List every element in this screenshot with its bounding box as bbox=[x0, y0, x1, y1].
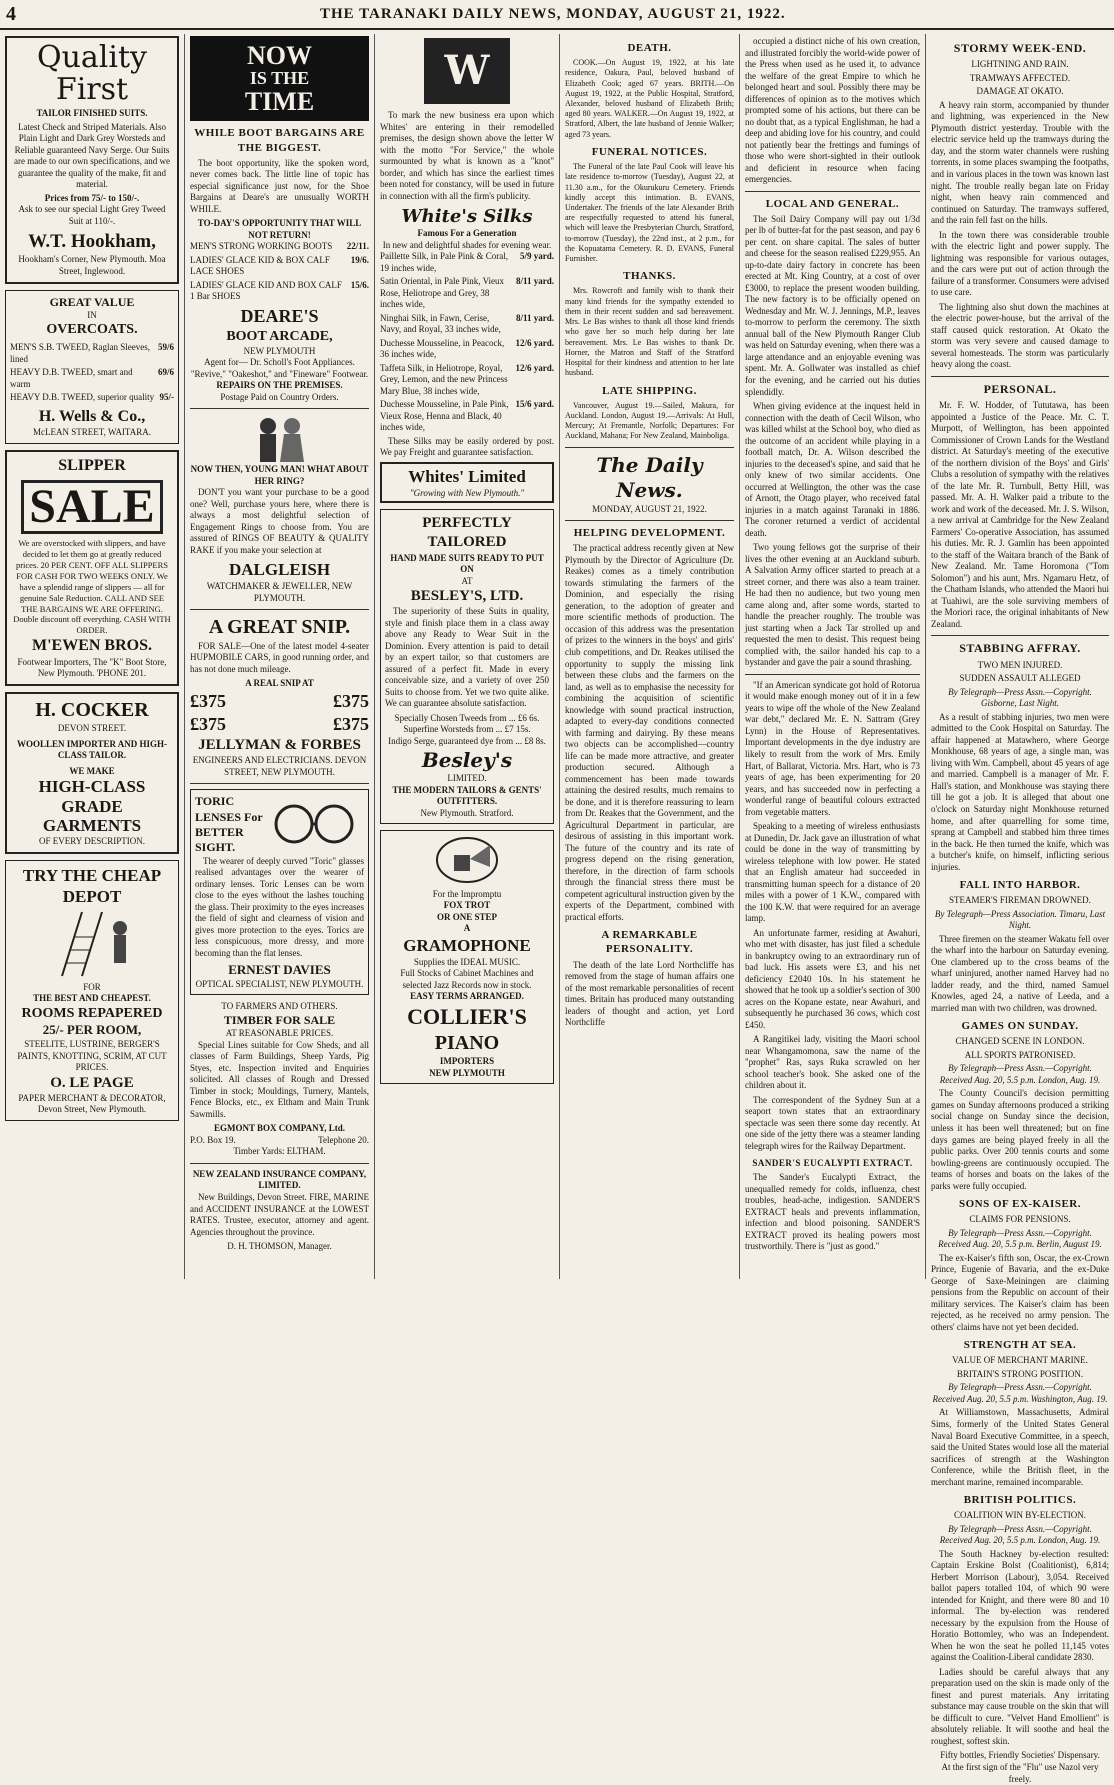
silk-item-price: 12/6 yard. bbox=[515, 362, 554, 373]
besley-firm-2: Besley's bbox=[421, 747, 513, 772]
harbour-sub: STEAMER'S FIREMAN DROWNED. bbox=[949, 895, 1091, 906]
overcoat-price: 69/6 bbox=[157, 367, 174, 378]
storm-sub-3: DAMAGE AT OKATO. bbox=[976, 86, 1064, 97]
depot-tag: THE BEST AND CHEAPEST. bbox=[33, 993, 151, 1004]
besley-at: AT bbox=[461, 575, 473, 586]
besley-address: New Plymouth. Stratford. bbox=[420, 807, 514, 818]
silk-item-label: Taffeta Silk, in Heliotrope, Royal, Grey, Lemon, and the new Princess Mary Blue, 38 inches wide, bbox=[380, 362, 508, 396]
boot-bargain-price: 19/6. bbox=[350, 254, 369, 265]
thanks-heading: THANKS. bbox=[623, 270, 676, 283]
boot-bargain-row bbox=[190, 280, 369, 303]
column-6 bbox=[926, 34, 1114, 1784]
kaiser-sub: CLAIMS FOR PENSIONS. bbox=[969, 1214, 1071, 1225]
whites-motto: "Growing with New Plymouth." bbox=[409, 487, 525, 498]
cocker-ad bbox=[5, 692, 179, 854]
gramophone-piano: PIANO bbox=[434, 1031, 500, 1054]
gramophone-intro: For the Impromptu bbox=[432, 888, 502, 899]
depot-address: Devon Street, New Plymouth. bbox=[37, 1104, 147, 1115]
whites-closing: These Silks may be easily ordered by post. We pay Freight and guarantee satisfaction. bbox=[380, 435, 554, 458]
timber-body: Special Lines suitable for Cow Sheds, and all classes of Farm Buildings, Sheep Yards, Pig Styes, etc. Inspection invited and Enquiries solicited. All classes of Rough and Dressed Timber in stock; Mouldings, Turnery, Mantels, Fence Blocks, etc., ex Eltham and Main Trunk Sawmills. bbox=[190, 1039, 369, 1119]
shipping-heading: LATE SHIPPING. bbox=[602, 384, 697, 397]
storm-sub-2: TRAMWAYS AFFECTED. bbox=[969, 72, 1071, 83]
overcoat-label: HEAVY D.B. TWEED, superior quality bbox=[10, 392, 155, 403]
cocker-make: WE MAKE bbox=[69, 765, 115, 776]
stabbing-body: As a result of stabbing injuries, two men were admitted to the Cook Hospital on Saturday. The affair happened at Matawhero, where George Monkhouse, 68 years of age, a single man, was living with Wm. Campbell, about 45 years of age and married. Campbell is a manager of Mr. F. Hall's station, and Monkhouse was staying there till he got a job. It is alleged that about one o'clock on Saturday night Monkhouse returned home, and after quarrelling for some time, sprang at Campbell and stabbed him three times in the back. He then turned the knife, which was a butcher's knife, on himself, inflicting serious injuries. bbox=[931, 711, 1109, 872]
timber-phone: Telephone 20. bbox=[318, 1134, 369, 1145]
northcliffe-continued: occupied a distinct niche of his own creation, and illustrated forcibly the world-wide power of the Press when used as he used it, to advance the welfare of the great Empire to which he belonged heart and soul. Possibly there may be differences of opinion as to the motives which prompted some of his actions, but there can be no doubt that, as a typical Englishman, he had a deep and abiding love for his country, and could not patiently bear the frettings and fumings of those who were short-sighted in their outlook and deficient in resource when facing emergencies. bbox=[745, 36, 920, 185]
whites-body: To mark the new business era upon which Whites' are entering in their remodelled premises, the design shown above the letter W with the motto "For Service," the whole surmounted by what is known as a "knot" border, and which has since the earliest times been noted for constancy, will be used in future in connection with all the firm's publicity. bbox=[380, 110, 554, 201]
farmer-story: An unfortunate farmer, residing at Awahuri, who met with disaster, has just filed a schedule in bankruptcy owing to an extraordinary run of bad luck. His assets were £3, and his net deficiency £2040 10s. In his statement he showed that he took up a soldier's section of 300 acres on the Kopane estate, near Awahuri, and subsequently he purchased 36 cows, which cost £450. bbox=[745, 927, 920, 1030]
sunday-dateline: By Telegraph—Press Assn.—Copyright. Received Aug. 20, 5.5 p.m. London, Aug. 19. bbox=[939, 1063, 1101, 1085]
leader-body: The practical address recently given at New Plymouth by the Director of Agriculture (Dr. Reakes) comes as a timely contribution towards stimulating the farmers of the Dominion, and especially the rising generation, to the adoption of greater and more scientific methods of production. The occasion of this address was the presentation of prizes to the winners in the boys' and girls' club competitions, and Dr. Reakes utilised the opportunity to supply the missing link between these clubs and the farmers on the land, as well as to emphasise the necessity for combining the acquisition of scientific knowledge with sound practical instruction, adapted to every-day conditions connected with farming and dairying. By these means two objects can be accomplished—country life can be made more attractive, and greater production secured. Although a commencement has been made towards attaining the desired results, much remains to be done, and it is therefore reassuring to learn from Dr. Reakes that the Government, and the Agricultural Department in particular, are desirous of assisting in this important work. The future of the country and its rate of progress depend on the rising generation, therefore, in the direction of farm schools through the financial stress there must be competent agricultural instruction given by the experts of the Department, combined with practical efforts. bbox=[565, 543, 734, 922]
strength-sub-1: VALUE OF MERCHANT MARINE. bbox=[952, 1355, 1088, 1366]
cocker-desc: OF EVERY DESCRIPTION. bbox=[39, 835, 145, 846]
slipper-ad bbox=[5, 450, 179, 686]
besley-line-1: PERFECTLY bbox=[422, 515, 512, 532]
gramophone-stocks: Full Stocks of Cabinet Machines and selected Jazz Records now in stock. bbox=[400, 968, 534, 990]
silk-item-label: Satin Oriental, in Pale Pink, Vieux Rose, Heliotrope and Grey, 38 inches wide, bbox=[380, 276, 505, 310]
strength-dateline: By Telegraph—Press Assn.—Copyright. Received Aug. 20, 5.5 p.m. Washington, Aug. 19. bbox=[932, 1382, 1108, 1404]
leader-heading: HELPING DEVELOPMENT. bbox=[573, 527, 726, 540]
local-general-heading: LOCAL AND GENERAL. bbox=[765, 197, 900, 210]
slipper-sale-banner: SALE bbox=[21, 480, 163, 534]
besley-firm: BESLEY'S, LTD. bbox=[410, 588, 524, 605]
now-banner bbox=[190, 36, 369, 121]
ring-firm: DALGLEISH bbox=[228, 560, 331, 580]
depot-for: FOR bbox=[83, 981, 101, 992]
timber-sub: AT REASONABLE PRICES. bbox=[225, 1028, 334, 1039]
overcoat-row bbox=[10, 392, 174, 404]
wells-ad bbox=[5, 290, 179, 444]
politics-heading: BRITISH POLITICS. bbox=[963, 1494, 1077, 1507]
cocker-street: DEVON STREET. bbox=[57, 723, 127, 734]
couple-illustration-icon bbox=[240, 414, 320, 464]
newspaper-title: THE TARANAKI DAILY NEWS, MONDAY, AUGUST 21, 1922. bbox=[320, 6, 786, 22]
wells-address: McLEAN STREET, WAITARA. bbox=[33, 427, 151, 438]
personal-heading: PERSONAL. bbox=[983, 381, 1057, 396]
hookham-firm: W.T. Hookham, bbox=[28, 231, 156, 253]
kaiser-heading: SONS OF EX-KAISER. bbox=[959, 1198, 1081, 1211]
whites-silks-intro: In new and delightful shades for evening wear. bbox=[382, 239, 552, 250]
depot-heading: TRY THE CHEAP DEPOT bbox=[22, 865, 162, 907]
overcoat-label: HEAVY D.B. TWEED, smart and warm bbox=[10, 367, 133, 389]
cocker-trade: WOOLLEN IMPORTER AND HIGH-CLASS TAILOR. bbox=[17, 738, 167, 761]
storm-heading: STORMY WEEK-END. bbox=[953, 41, 1087, 55]
column-2 bbox=[185, 34, 375, 1279]
rotorua-story: "If an American syndicate got hold of Rotorua it would make enough money out of it in a few years to wipe off the whole of the New Zealand war debt," declared Mr. E. N. Sattram (Grey Lynn) in the House of Representatives. Important developments in the dye industry are likely to result from the work of Mrs. Emily Hart, of Ballarat, Victoria. Mrs. Hart, who is 73 years of age, has been experimenting for 20 years, and has succeeded now in perfecting a wonderful range of beautiful colours extracted from vegetable matters. bbox=[745, 679, 920, 817]
funeral-body: The Funeral of the late Paul Cook will leave his late residence to-morrow (Tuesday), August 22, at 11.30 a.m., for the Okurukuru Cemetery. Friends kindly accept this intimation. B. EVANS, Undertaker. The friends of the late Alexander Brith are respectfully requested to attend his funeral, which will leave the Presbyterian Church, Stratford, to-morrow (Tuesday), the 22nd inst., at 2 p.m., for the Kopuatama Cemetery. R. D. EVANS, Funeral Furnisher. bbox=[565, 162, 734, 264]
silk-item-price: 8/11 yard. bbox=[515, 276, 554, 287]
depot-ad bbox=[5, 860, 179, 1121]
gramophone-firm: COLLIER'S bbox=[407, 1003, 527, 1029]
sunday-body: The County Council's decision permitting games on Sunday afternoons produced a striking social change on Sunday since the decision, unless it has been well threatened; but on fine days games are being played freely in all the public parks. Over 200 tennis courts and some bowling-greens are continuously occupied. The teams of horses and boats on the lakes of the parks were fully occupied. bbox=[931, 1088, 1109, 1191]
sunday-heading: GAMES ON SUNDAY. bbox=[961, 1020, 1079, 1033]
boot-bargain-price: 22/11. bbox=[346, 241, 369, 252]
hookham-ad bbox=[5, 36, 179, 284]
now-line-3: TIME bbox=[244, 87, 315, 117]
silk-item-label: Duchesse Mousseline, in Peacock, 36 inches wide, bbox=[380, 337, 505, 360]
snip-firm: JELLYMAN & FORBES bbox=[198, 736, 361, 753]
gramophone-ad bbox=[380, 830, 554, 1084]
deare-sub: TO-DAY'S OPPORTUNITY THAT WILL NOT RETURN! bbox=[197, 218, 362, 240]
overcoat-price: 95/- bbox=[159, 392, 174, 403]
hookham-body: Latest Check and Striped Materials. Also Plain Light and Dark Grey Worsteds and Reliable guaranteed Navy Serge. Our Suits are made to our own specifications, and we guarantee the quality of the make, fit and material. bbox=[14, 121, 170, 190]
silk-item-label: Ninghai Silk, in Fawn, Cerise, Navy, and Royal, 33 inches wide, bbox=[380, 312, 501, 335]
whites-silks-heading: White's Silks bbox=[401, 206, 533, 228]
insurance-body: New Buildings, Devon Street. FIRE, MARINE and ACCIDENT INSURANCE at the LOWEST RATES. Trustee, executor, attorney and agent. Agencies throughout the province. bbox=[190, 1191, 369, 1237]
strength-heading: STRENGTH AT SEA. bbox=[963, 1339, 1077, 1352]
eucalypt-heading: SANDER'S EUCALYPTI EXTRACT. bbox=[752, 1157, 913, 1168]
insurance-heading: NEW ZEALAND INSURANCE COMPANY, LIMITED. bbox=[192, 1168, 367, 1191]
hookham-title-2: First bbox=[55, 71, 129, 107]
besley-superfine: Superfine Worsteds from ... £7 15s. bbox=[403, 724, 531, 735]
silk-item-price: 15/6 yard. bbox=[515, 399, 554, 410]
besley-line-2: TAILORED bbox=[427, 534, 507, 551]
ring-trade: WATCHMAKER & JEWELLER, NEW PLYMOUTH. bbox=[206, 581, 353, 603]
stabbing-sub-1: TWO MEN INJURED. bbox=[977, 659, 1063, 670]
hookham-title-1: Quality bbox=[37, 40, 147, 75]
toric-body: The wearer of deeply curved "Toric" glasses realised advantages over the wearer of ordinary lenses. Toric Lenses can be worn close to the eyes without the lashes touching the glass. Their proximity to the eyes increases the field of sight and clearness of vision and gives more protection to the eyes. Torics are less conspicuous, more dressy, and more becoming than the flat lenses. bbox=[195, 855, 364, 958]
ring-heading: NOW THEN, YOUNG MAN! WHAT ABOUT HER RING? bbox=[190, 464, 369, 486]
boot-bargain-row bbox=[190, 255, 369, 278]
column-1 bbox=[0, 34, 185, 1279]
deare-firm: DEARE'S bbox=[240, 305, 319, 326]
hookham-special: Ask to see our special Light Grey Tweed Suit at 110/-. bbox=[18, 204, 166, 226]
snip-body: FOR SALE—One of the latest model 4-seater HUPMOBILE CARS, in good running order, and has not done much mileage. bbox=[190, 640, 369, 674]
strength-sub-2: BRITAIN'S STRONG POSITION. bbox=[956, 1368, 1084, 1379]
gramophone-line-2: OR ONE STEP bbox=[436, 911, 497, 922]
salvation-army-story: Two young fellows got the surprise of their lives the other evening at an Auckland suburb. A Salvation Army officer started to preach at a street corner, and there was also a team trainer. He had then no audience, but two young men came along and, after some words, started to handle the preacher roughly. The trouble was just starting when a Jack Tar strolled up and requested the men to desist. This request being complied with, the sailor handed his cap to a bystander and gave the pair a sound thrashing. bbox=[745, 542, 920, 668]
timber-contact-row bbox=[190, 1135, 369, 1147]
overcoat-row bbox=[10, 342, 174, 365]
deare-agents: Agent for— Dr. Scholl's Foot Appliances. "Revive," "Oakeshot," and "Fineware" Footwear. bbox=[190, 357, 369, 379]
eucalypt-body: The Sander's Eucalypti Extract, the unequalled remedy for colds, influenza, chest troubles, head-ache, indigestion. SANDER'S EXTRACT heals and prevents inflammation, infection and blood poisoning. SANDER'S EXTRACT proved its healing powers most trustworthily. There is "just as good." bbox=[745, 1172, 920, 1252]
canada-story: The correspondent of the Sydney Sun at a seaport town states that an extraordinary spectacle was seen there some day recently. At one side of the jetty there was a steamer landing telegraph wires for the Railway Department. bbox=[745, 1094, 920, 1151]
snip-price-right-2: £375 bbox=[333, 713, 369, 734]
besley-tweeds: Specially Chosen Tweeds from ... £6 6s. bbox=[394, 712, 540, 723]
deaths-body: COOK.—On August 19, 1922, at his late residence, Oakura, Paul, beloved husband of Elizabeth Cook; aged 67 years. BRITH.—On August 19, 1922, at the Public Hospital, Stratford, Alexander, beloved husband of Elizabeth Brith; aged 80 years. WALKER.—On August 19, 1922, at Stratford, Albert, the late husband of Jennie Walker; aged 73 years. bbox=[565, 58, 734, 139]
shipping-body: Vancouver, August 19.—Sailed, Makura, for Auckland. London, August 19.—Arrivals: At Hull, Mercury; At Fremantle, Norfolk; Departures: For Auckland, Mahana; For New Zealand, Mainboliga. bbox=[565, 400, 734, 441]
whites-items bbox=[380, 251, 554, 434]
hookham-tagline: TAILOR FINISHED SUITS. bbox=[36, 108, 148, 118]
boot-bargain-row bbox=[190, 241, 369, 253]
politics-body: The South Hackney by-election resulted: Captain Erskine Bolst (Coalitionist), 6,814; Herbert Morrison (Labour), 3,054. Received ballot papers totalled 104, of which 90 were intended for Knight, and there were 80 and 10 informal. The by-election was rendered necessary by the expulsion from the House of Horatio Bottomley, who was an Independent. When he won the seat he polled 11,145 votes against the Coalition-Liberal candidate 2830. bbox=[931, 1548, 1109, 1663]
toric-firm: ERNEST DAVIES bbox=[228, 962, 331, 978]
stabbing-dateline: By Telegraph—Press Assn.—Copyright. Gisborne, Last Night. bbox=[948, 686, 1092, 709]
wells-firm: H. Wells & Co., bbox=[38, 407, 146, 425]
page-number: 4 bbox=[6, 3, 16, 25]
wells-items bbox=[10, 342, 174, 404]
timber-yards: Timber Yards: ELTHAM. bbox=[233, 1146, 326, 1157]
snip-trade: ENGINEERS AND ELECTRICIANS. DEVON STREET, NEW PLYMOUTH. bbox=[192, 755, 367, 777]
besley-trade: THE MODERN TAILORS & GENTS' OUTFITTERS. bbox=[392, 784, 542, 807]
silk-item-label: Duchesse Mousseline, in Pale Pink, Vieux Rose, Henna and Black, 40 inches wide, bbox=[380, 399, 509, 433]
snip-price-right: £375 bbox=[333, 690, 369, 711]
stabbing-sub-2: SUDDEN ASSAULT ALLEGED bbox=[959, 673, 1081, 684]
harbour-body: Three firemen on the steamer Wakatu fell over the wharf into the harbour on Saturday evening. One clambered up to the cross beams of the wharf uninjured, another named Harvey had no ladder ready, and the third, named Samuel Knowles, aged 24, a native of Leeda, and a married man with two children, was drowned. bbox=[931, 933, 1109, 1013]
besley-line-3: HAND MADE SUITS READY TO PUT ON bbox=[390, 552, 544, 575]
slipper-address: Footwear Importers, The "K" Boot Store, New Plymouth. 'PHONE 201. bbox=[17, 656, 167, 679]
ladder-illustration-icon bbox=[32, 908, 152, 978]
deare-body: The boot opportunity, like the spoken word, never comes back. The little line of topic has especial significance just now, for the Shoe Bargains at Deare's are unusually WORTH WHILE. bbox=[190, 157, 369, 214]
storm-body-2: In the town there was considerable trouble with the electric light and power supply. The lightning was responsible for various outages, and the cars were put out of action through the failure of a transformer. Consumers were advised to use care. bbox=[931, 229, 1109, 298]
gramophone-terms: EASY TERMS ARRANGED. bbox=[410, 991, 524, 1002]
boot-bargain-label: MEN'S STRONG WORKING BOOTS bbox=[190, 241, 333, 252]
snip-price-left: £375 bbox=[190, 690, 226, 711]
hookham-address: Hookham's Corner, New Plymouth. Moa Street, Inglewood. bbox=[18, 254, 166, 276]
kaiser-dateline: By Telegraph—Press Assn.—Copyright. Received Aug. 20, 5.5 p.m. Berlin, August 19. bbox=[938, 1227, 1102, 1250]
timber-box: P.O. Box 19. bbox=[190, 1134, 236, 1145]
sunday-sub-1: CHANGED SCENE IN LONDON. bbox=[955, 1036, 1085, 1047]
masthead bbox=[0, 0, 1114, 30]
deare-postage: Postage Paid on Country Orders. bbox=[220, 391, 339, 402]
column-4 bbox=[560, 34, 740, 1279]
cocker-product: HIGH-CLASS GRADE GARMENTS bbox=[38, 777, 146, 836]
flu-footer: At the first sign of the "Flu" use Nazol very freely. bbox=[941, 1761, 1099, 1784]
depot-firm: O. LE PAGE bbox=[50, 1074, 134, 1091]
whites-w-knot-logo-icon bbox=[422, 36, 512, 106]
deare-repairs: REPAIRS ON THE PREMISES. bbox=[216, 380, 343, 391]
harbour-heading: FALL INTO HARBOR. bbox=[959, 879, 1081, 892]
slipper-body: We are overstocked with slippers, and have decided to let them go at greatly reduced prices. 20 PER CENT. OFF ALL SLIPPERS FOR CASH FOR TWO WEEKS ONLY. We have a splendid range of slippers — all for genuine Sale Reduction. CALL AND SEE THE BARGAINS WE ARE OFFERING. Double discount off everything. CASH WITH ORDER. bbox=[13, 538, 171, 636]
football-inquest: When giving evidence at the inquest held in connection with the death of Cecil Wilson, who was killed whilst at the School boy, who died as the outcome of an accident while playing in a football match, Dr. A. Wilson described the injuries to the deceased's spine, and said that he only knew of two similar accidents. One occurred at Wellington, the other was the case of Arnott, the Otago player, who received fatal injuries in a match against Taranaki in 1886. The coroner returned a verdict of accidental death. bbox=[745, 401, 920, 538]
wells-heading: GREAT VALUE bbox=[49, 294, 135, 309]
gramophone-address: NEW PLYMOUTH bbox=[429, 1067, 505, 1078]
snip-price-left-2: £375 bbox=[190, 713, 226, 734]
silk-item-label: Paillette Silk, in Pale Pink & Coral, 19 inches wide, bbox=[380, 251, 508, 273]
depot-extra: STEELITE, LUSTRINE, BERGER'S PAINTS, KNOTTING, SCRIM, AT CUT PRICES. bbox=[17, 1039, 167, 1073]
personality-heading: A REMARKABLE PERSONALITY. bbox=[601, 929, 698, 956]
column-5 bbox=[740, 34, 926, 1279]
silk-item-row bbox=[380, 363, 554, 398]
depot-trade: PAPER MERCHANT & DECORATOR, bbox=[18, 1092, 166, 1103]
snip-price-row-2 bbox=[190, 713, 369, 736]
silk-item-row bbox=[380, 251, 554, 274]
besley-ad bbox=[380, 509, 554, 824]
snip-real: A REAL SNIP AT bbox=[245, 678, 314, 689]
funeral-heading: FUNERAL NOTICES. bbox=[591, 145, 708, 158]
deare-address: NEW PLYMOUTH bbox=[243, 345, 316, 356]
toric-trade: OPTICAL SPECIALIST, NEW PLYMOUTH. bbox=[195, 978, 364, 989]
storm-sub-1: LIGHTNING AND RAIN. bbox=[971, 59, 1069, 70]
ladies-firm: Fifty bottles, Friendly Societies' Dispensary. bbox=[940, 1750, 1100, 1761]
deare-heading: WHILE BOOT BARGAINS ARE THE BIGGEST. bbox=[194, 127, 365, 154]
politics-dateline: By Telegraph—Press Assn.—Copyright. Received Aug. 20, 5.5 p.m. London, Aug. 19. bbox=[939, 1523, 1101, 1546]
gramophone-line-1: FOX TROT bbox=[443, 900, 491, 911]
cocker-firm: H. COCKER bbox=[35, 698, 149, 721]
silk-item-price: 12/6 yard. bbox=[515, 337, 554, 348]
hookham-prices: Prices from 75/- to 150/-. bbox=[44, 192, 140, 203]
wells-category: OVERCOATS. bbox=[46, 322, 138, 338]
politics-sub: COALITION WIN BY-ELECTION. bbox=[953, 1510, 1087, 1521]
svg-text:W: W bbox=[444, 47, 490, 94]
thanks-body: Mrs. Rowcroft and family wish to thank their many kind friends for the sympathy extended to them in their recent sudden and sad bereavement. Mrs. Le Bas wishes to thank all those kind friends who gave her so much help during her late bereavement. Mrs. Le Bas wishes to thank Dr. Horner, the Matron and Staff of the Stratford Hospital for their kindness and attention to her late husband. bbox=[565, 286, 734, 378]
column-3 bbox=[375, 34, 560, 1279]
besley-firm-2-sub: LIMITED. bbox=[447, 773, 487, 784]
depot-rooms: ROOMS REPAPERED bbox=[21, 1005, 163, 1021]
daily-news-date: MONDAY, AUGUST 21, 1922. bbox=[592, 503, 707, 514]
snip-price-row bbox=[190, 690, 369, 713]
deaths-heading: DEATH. bbox=[627, 42, 672, 54]
sunday-sub-2: ALL SPORTS PATRONISED. bbox=[964, 1049, 1076, 1060]
personality-body: The death of the late Lord Northcliffe has removed from the stage of human affairs one of the most remarkable personalities of recent times. Britain has produced many outstanding leaders of thought and action, yet Lord Northcliffe bbox=[565, 959, 734, 1028]
ring-body: DON'T you want your purchase to be a good one? Well, purchase yours here, where there is always a most delightful selection of Engagement Rings to choose from. You are assured of RINGS OF BEAUTY & QUALITY RAKE if you make your selection at bbox=[190, 487, 369, 555]
daily-news-masthead: The Daily News. bbox=[596, 452, 703, 503]
nelson-story: A Rangitikei lady, visiting the Maori school near Whangamomona, saw the name of the "prophet" Ras, says Ruka scrawled on her school teacher's book. She asked one of the children about it. bbox=[745, 1034, 920, 1091]
storm-body-3: The lightning also shut down the machines at the electric power-house, but the arrival of the staff caused quick restoration. At Okato the storm was very severe and caused damage to several homesteads. The storm was particularly heavy along the coast. bbox=[931, 301, 1109, 370]
slipper-firm: M'EWEN BROS. bbox=[31, 637, 152, 655]
timber-firm: EGMONT BOX COMPANY, Ltd. bbox=[213, 1123, 346, 1134]
insurance-manager: D. H. THOMSON, Manager. bbox=[227, 1241, 332, 1252]
spectacles-icon bbox=[269, 794, 359, 854]
gramophone-importers: IMPORTERS bbox=[439, 1056, 495, 1067]
silk-item-price: 5/9 yard. bbox=[519, 251, 554, 262]
besley-body: The superiority of these Suits in quality, style and finish place them in a class away above any Ready to Wear Suit in the Dominion. Every attention is paid to detail by an expert tailor, so that customers are assured of a perfect fit. Made in every conceivable size, and a variety of over 250 Suits to choose from. Yet we two quite alike. We can guarantee absolute satisfaction. bbox=[385, 606, 549, 709]
harbour-dateline: By Telegraph—Press Association. Timaru, Last Night. bbox=[934, 908, 1106, 931]
silk-item-row bbox=[380, 399, 554, 434]
gramophone-product: GRAMOPHONE bbox=[403, 935, 531, 955]
personal-body: Mr. F. W. Hodder, of Tututawa, has been appointed a Justice of the Peace. Mr. C. T. Murpott, of Wellington, has been appointed Commissioner of Crown Lands for the Westland district. At Saturday's meeting of the executive of the northern division of the Boys' and Girls' Clubs a resolution of sympathy with the relatives of the late Mr. R. Turnbull, Betty Hill, was passed. Mr. A. H. Walker paid a tribute to the work and work of the deceased. Mr. J. S. Wilson, a new arrival at Cambridge for the New Zealand Farmers' Co-operative Association, has assumed his duties. Mr. R. J. Gamlin has been appointed to the staff of the Waitara branch of the Bank of New Zealand. Mr. Tame Horomona ("Tom Solomon") and his aunt, Mrs. Ngamaru Hetz, of the Chatham Islands, who attended the Maori hui at Tuahiwi, are the sole surviving members of the Moriori race, the original inhabitants of New Zealand. bbox=[931, 400, 1109, 629]
toric-ad bbox=[190, 789, 369, 995]
stabbing-heading: STABBING AFFRAY. bbox=[959, 641, 1081, 656]
besley-indigo: Indigo Serge, guaranteed dye from ... £8 8s. bbox=[388, 736, 546, 746]
now-line-2: IS THE bbox=[249, 68, 310, 89]
overcoat-row bbox=[10, 367, 174, 390]
timber-title: TIMBER FOR SALE bbox=[223, 1012, 336, 1027]
ladies-body: Ladies should be careful always that any preparation used on the skin is made only of the finest and purest materials. Any irritating substance may cause trouble on the skin that will be difficult to cure. "Velvet Hand Emollient" is absolutely reliable. It will soothe and heal the roughest, softest skin. bbox=[931, 1666, 1109, 1746]
silk-item-row bbox=[380, 313, 554, 336]
timber-heading: TO FARMERS AND OTHERS. bbox=[221, 1001, 338, 1012]
gramophone-supplies: Supplies the IDEAL MUSIC. bbox=[413, 956, 521, 967]
whites-silks-sub: Famous For a Generation bbox=[417, 228, 517, 239]
kaiser-body: The ex-Kaiser's fifth son, Oscar, the ex-Crown Prince, Eugenie of Bavaria, and the ex-Duke George of Saxe-Meiningen are claiming pensions from the Republic on account of their military services. The Kaiser's claim has been rejected, as he received no army pension. The others' claims have not yet been decided. bbox=[931, 1252, 1109, 1332]
silk-item-row bbox=[380, 276, 554, 311]
local-general-body: The Soil Dairy Company will pay out 1/3d per lb of butter-fat for the past season, and pay 6 per cent. on share capital. The sales of butter and cheese for the season realised £229,955. An up-to-date dairy factory in concrete has been erected at Mt. King Country, at a cost of over £3000, to replace the present wooden building. The new factory is to be officially opened on Wednesday and Mr. W. J. Jennings, M.P., leaves to-morrow to perform the ceremony. The sixth annual ball of the New Plymouth Ranger Club was held on Saturday evening, when there was a large attendance and an enjoyable evening was spent. Mr. A. Gollwater was installed as chief for the evening, and he carried out his duties splendidly. bbox=[745, 213, 920, 397]
silk-item-row bbox=[380, 338, 554, 361]
slipper-heading: SLIPPER bbox=[58, 456, 126, 474]
snip-heading: A GREAT SNIP. bbox=[208, 616, 351, 639]
his-masters-voice-icon bbox=[432, 835, 502, 885]
whites-firm: Whites' Limited bbox=[408, 466, 526, 486]
storm-body-1: A heavy rain storm, accompanied by thunder and lightning, was experienced in the New Plymouth district yesterday. Trouble with the electric service held up the tramways during the day, and the storm water channels were rushing torrents, in some places swamping the footpaths, and in various places in the town was known last night. The trouble really began late on Friday night, when heavy rain commenced and continued on Saturday. The tramways suffered, and the rain fell fast on the hills. bbox=[931, 99, 1109, 226]
overcoat-label: MEN'S S.B. TWEED, Raglan Sleeves, lined bbox=[10, 342, 150, 364]
wireless-story: Speaking to a meeting of wireless enthusiasts at Dunedin, Dr. Jack gave an illustration of what could be done in the way of transmitting by wireless telephone with low power. He stated that an English amateur had succeeded in transmitting human speech for a distance of 20 miles with a power of 1 K.W., compared with the 100 K.W. that were required for an average lamp. bbox=[745, 821, 920, 924]
wells-sub: IN bbox=[87, 309, 97, 320]
toric-heading: TORIC LENSES For BETTER SIGHT. bbox=[195, 794, 263, 855]
boot-bargain-price: 15/6. bbox=[350, 279, 369, 290]
overcoat-price: 59/6 bbox=[157, 342, 174, 353]
boot-bargain-label: LADIES' GLACE KID & BOX CALF LACE SHOES bbox=[190, 254, 330, 277]
boot-bargain-label: LADIES' GLACE KID AND BOX CALF 1 Bar SHOES bbox=[190, 279, 342, 302]
depot-price: 25/- PER ROOM, bbox=[42, 1022, 142, 1038]
now-line-1: NOW bbox=[247, 41, 312, 70]
silk-item-price: 8/11 yard. bbox=[515, 312, 554, 323]
whites-firm-box bbox=[380, 462, 554, 503]
strength-body: At Williamstown, Massachusetts, Admiral Sims, formerly of the United States General Naval Board Executive Committee, in a speech, said the United States would lose all the material sacrifices of strength at the Washington Conference, while the British fleet, in the merchant marine, remained incomparable. bbox=[931, 1407, 1109, 1487]
gramophone-a: A bbox=[463, 923, 471, 934]
deare-firm-2: BOOT ARCADE, bbox=[226, 328, 333, 344]
deare-items bbox=[190, 241, 369, 303]
